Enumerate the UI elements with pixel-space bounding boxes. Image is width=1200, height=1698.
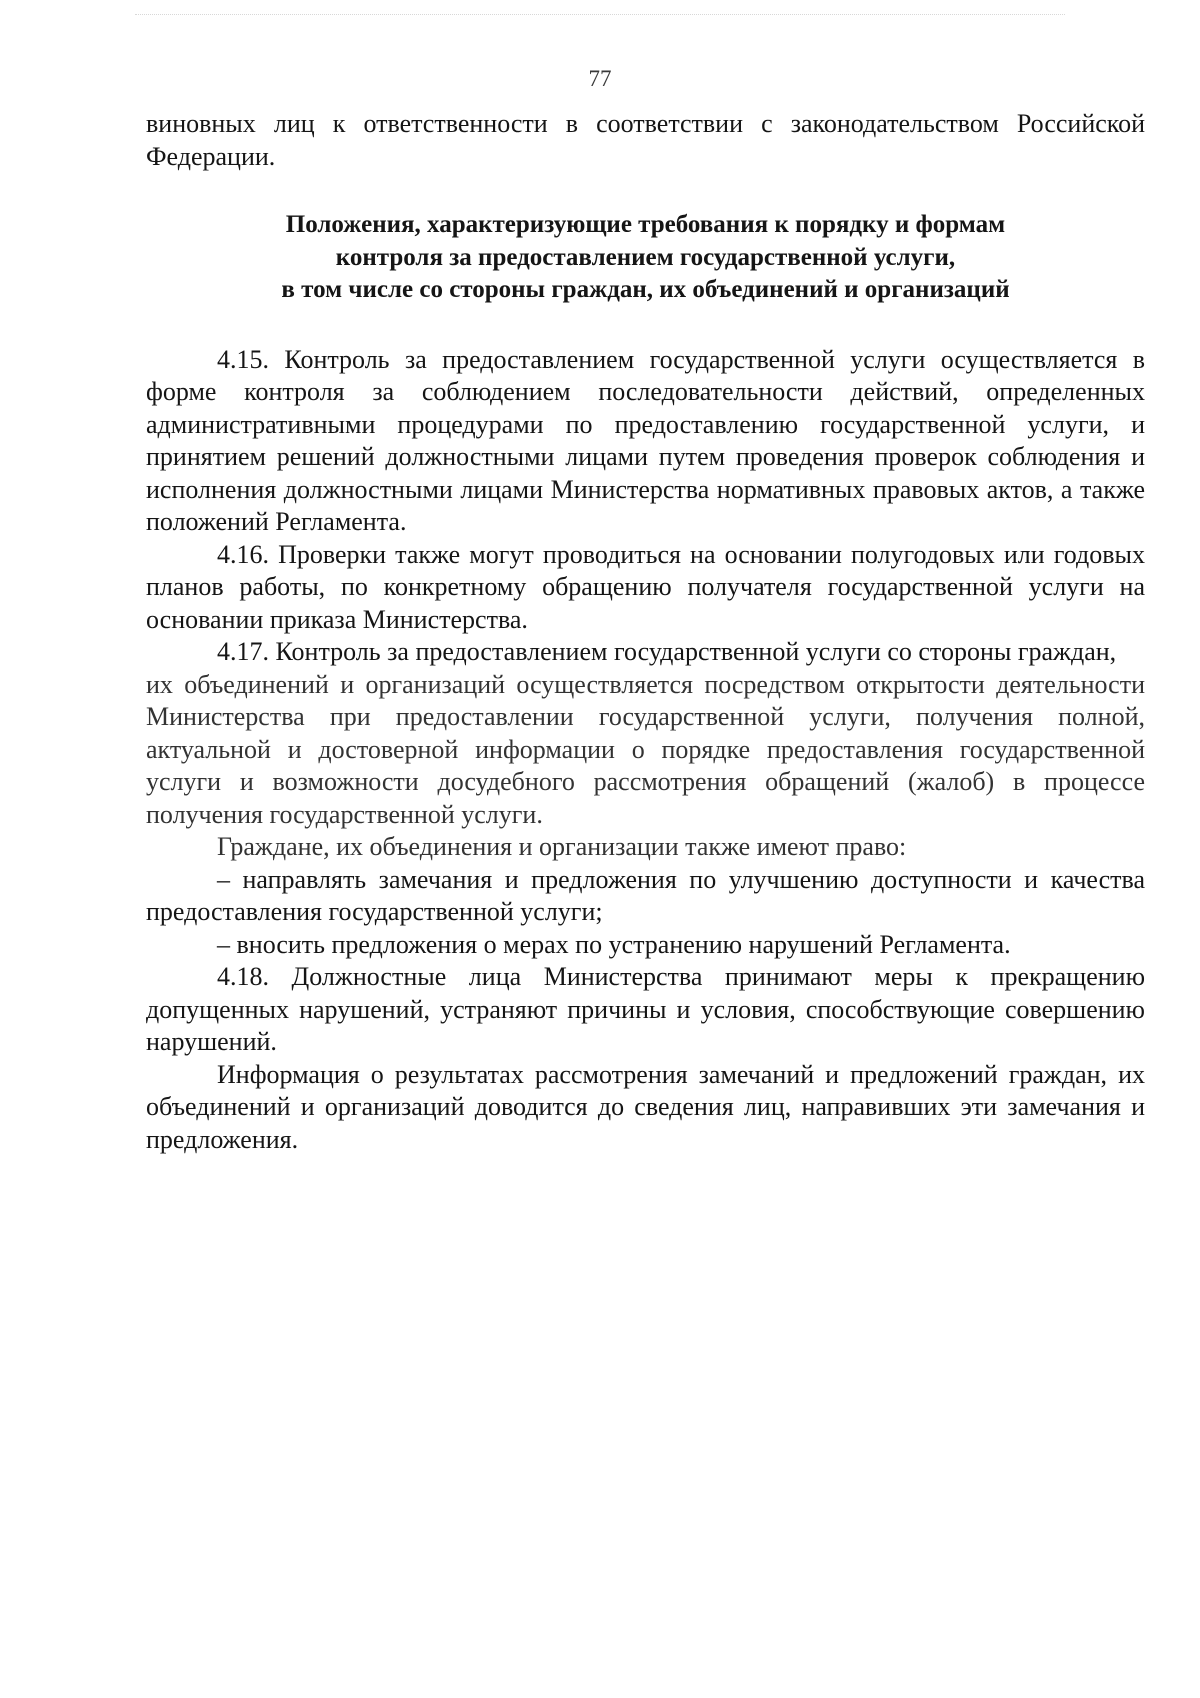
- section-heading-line-2: контроля за предоставлением государственной услуги,: [335, 243, 956, 271]
- paragraph-4-18: 4.18. Должностные лица Министерства принимают меры к прекращению допущенных нарушений, устраняют причины и условия, способствующие совершению нарушений.: [146, 962, 1145, 1056]
- paragraph-4-17-first-line: 4.17. Контроль за предоставлением государственной услуги со стороны граждан,: [217, 637, 1117, 666]
- page-number: 77: [588, 66, 612, 91]
- section-heading-line-3: в том числе со стороны граждан, их объединений и организаций: [281, 276, 1010, 303]
- paragraph-continuation: виновных лиц к ответственности в соответствии с законодательством Российской Федерации.: [146, 109, 1145, 171]
- section-heading: [146, 209, 1145, 307]
- list-item-dash-2: – вносить предложения о мерах по устранению нарушений Регламента.: [217, 929, 1011, 959]
- list-item-dash-1: – направлять замечания и предложения по улучшению доступности и качества предоставления государственной услуги;: [146, 864, 1145, 926]
- paragraph-rights: Граждане, их объединения и организации также имеют право:: [217, 832, 907, 861]
- document-body: [146, 108, 1145, 1156]
- section-heading-line-1: Положения, характеризующие требования к порядку и формам: [285, 211, 1006, 238]
- scan-edge-line: [135, 14, 1065, 15]
- paragraph-4-17-continued: их объединений и организаций осуществляется посредством открытости деятельности Министерства при предоставлении государственной услуги, получения полной, актуальной и достоверной информации о порядке предоставления государственной услуги и возможности досудебного рассмотрения обращений (жалоб) в процессе получения государственной услуги.: [146, 669, 1145, 829]
- paragraph-4-16: 4.16. Проверки также могут проводиться на основании полугодовых или годовых планов работы, по конкретному обращению получателя государственной услуги на основании приказа Министерства.: [146, 539, 1145, 634]
- paragraph-4-15: 4.15. Контроль за предоставлением государственной услуги осуществляется в форме контроля за соблюдением последовательности действий, определенных административными процедурами по предоставлению государственной услуги, и принятием решений должностными лицами путем проведения проверок соблюдения и исполнения должностными лицами Министерства нормативных правовых актов, а также положений Регламента.: [146, 344, 1145, 536]
- paragraph-information: Информация о результатах рассмотрения замечаний и предложений граждан, их объединений и организаций доводится до сведения лиц, направивших эти замечания и предложения.: [146, 1059, 1145, 1154]
